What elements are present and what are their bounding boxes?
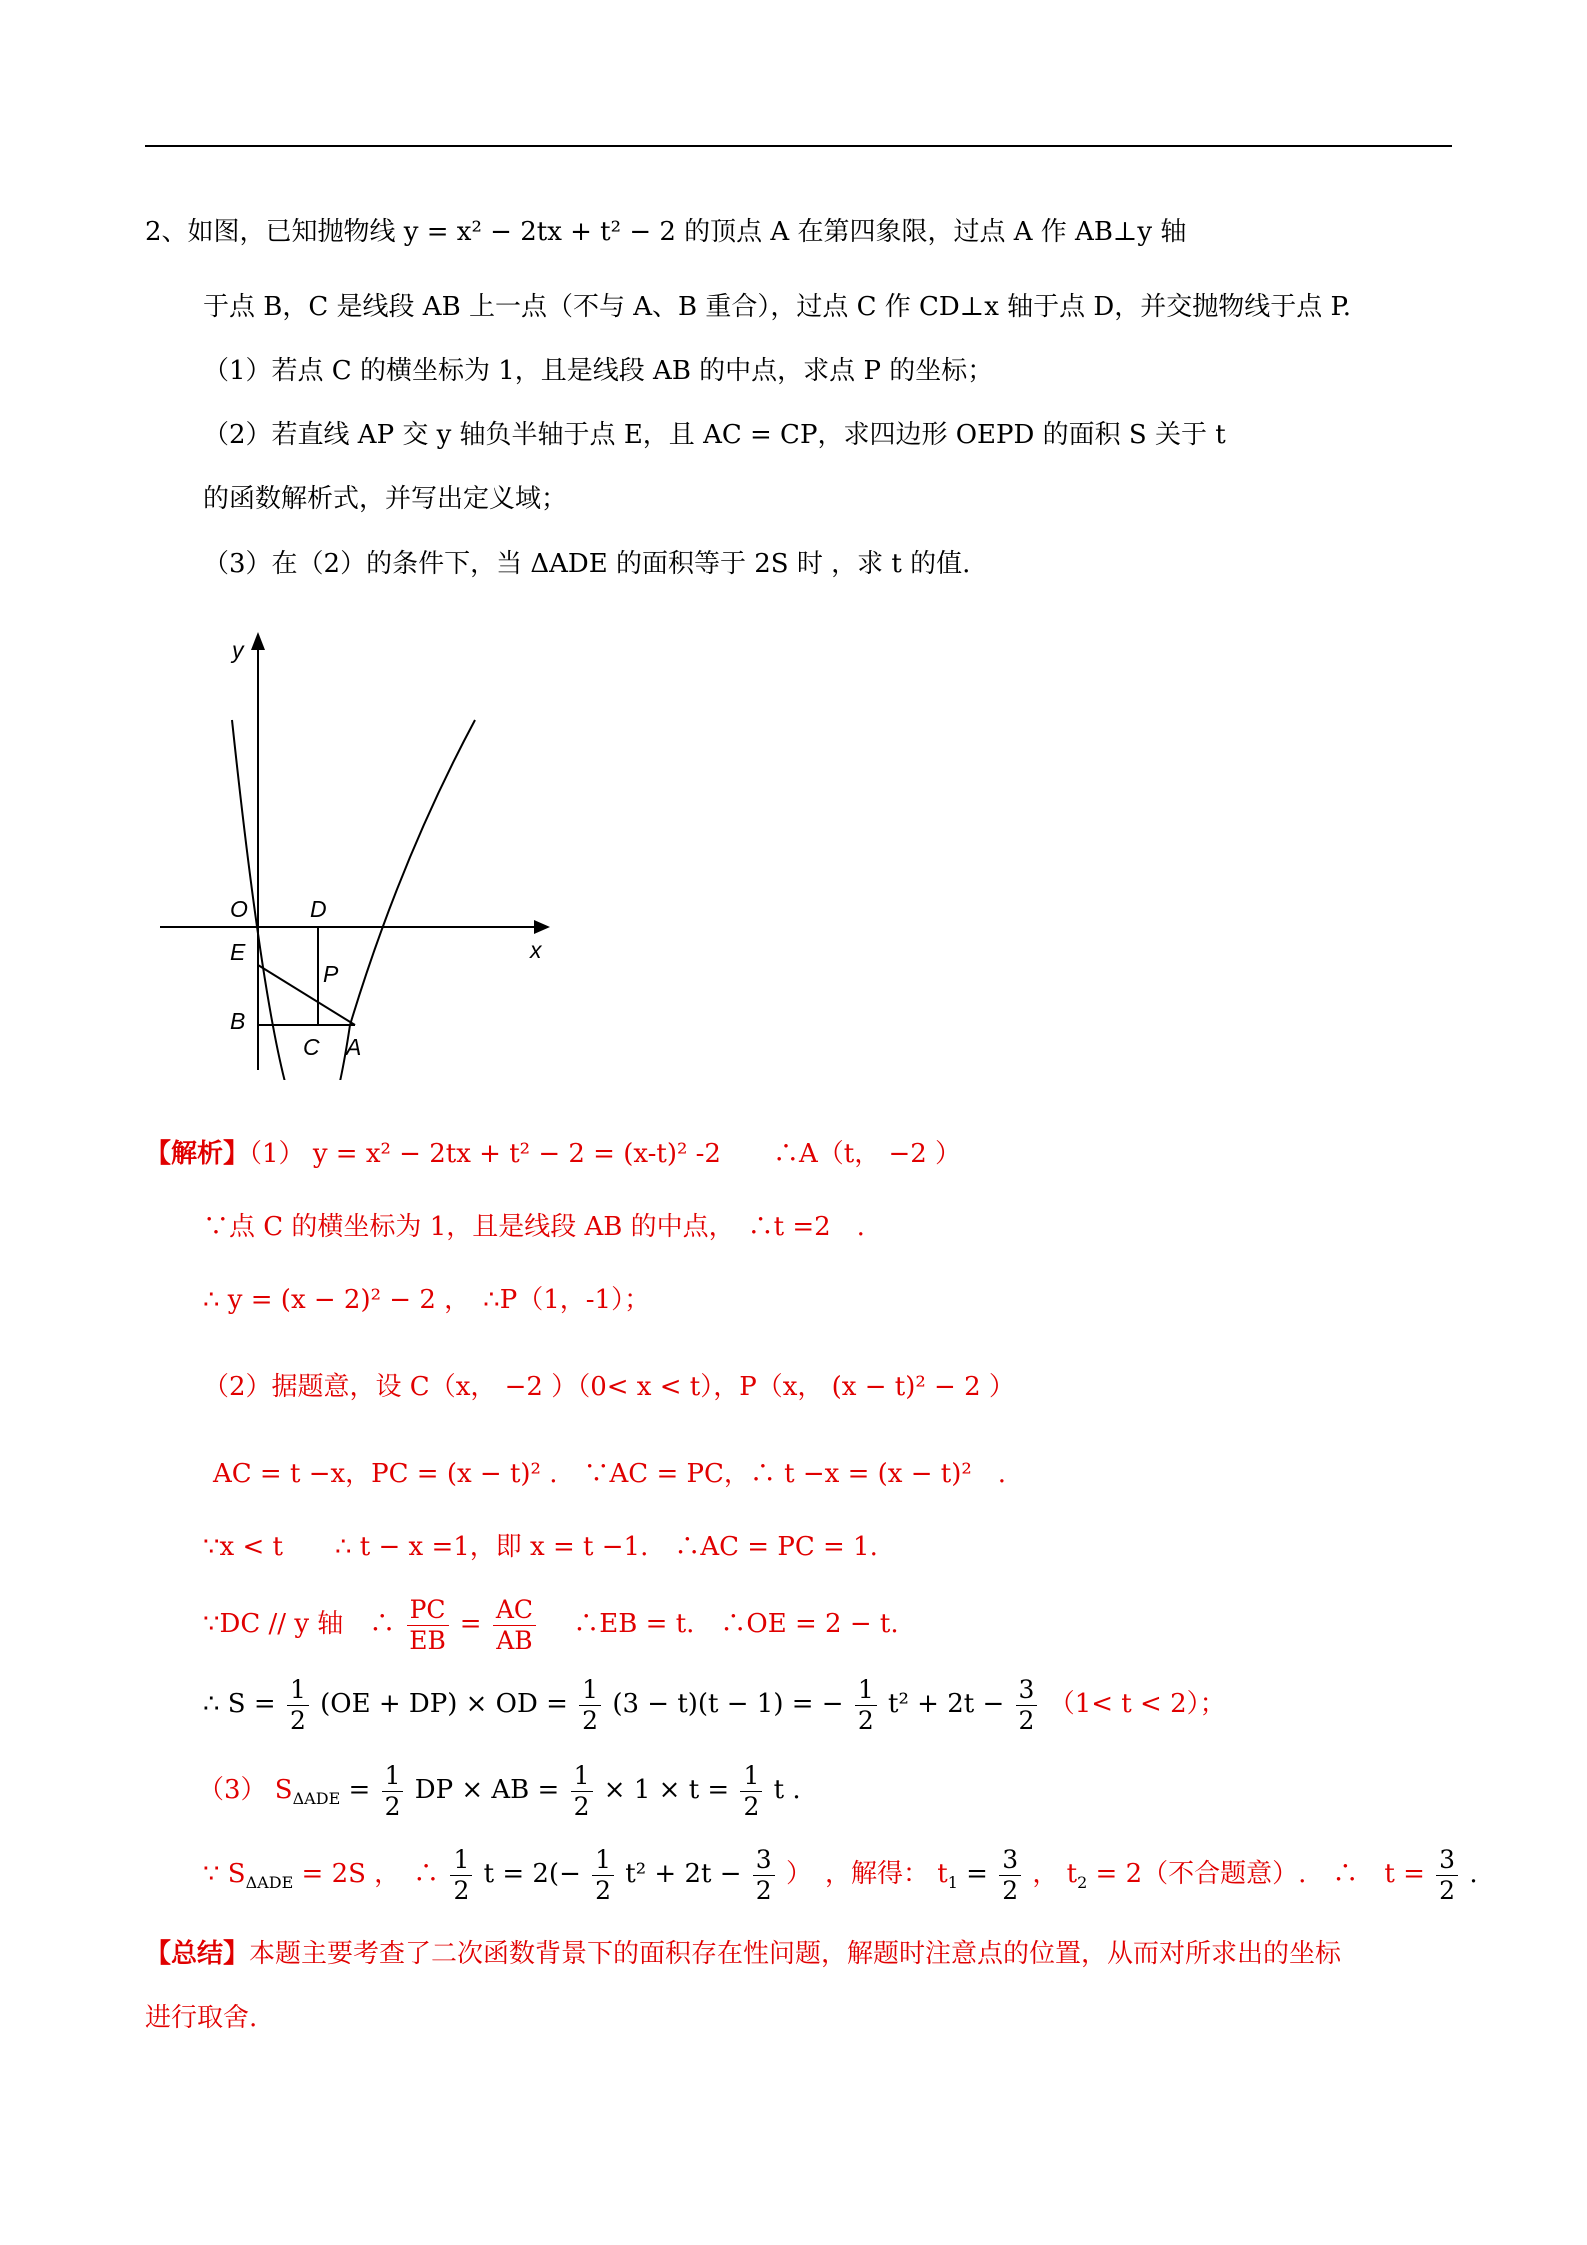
step8-c: (3 − t)(t − 1) = − bbox=[612, 1689, 844, 1719]
step9-c: DP × AB = bbox=[414, 1775, 560, 1805]
label-p: P bbox=[323, 961, 339, 987]
step9-b: = bbox=[348, 1775, 371, 1805]
step10-sub1: 1 bbox=[947, 1873, 958, 1893]
fraction-half bbox=[382, 1761, 404, 1822]
solution-step-6: ∵x < t ∴ t − x =1，即 x = t −1. ∴AC = PC = 1. bbox=[203, 1532, 878, 1562]
fraction-ac-ab bbox=[493, 1595, 536, 1656]
label-a: A bbox=[346, 1034, 362, 1060]
frac-den: 2 bbox=[755, 1875, 772, 1905]
step7-suffix: ∴EB = t. ∴OE = 2 − t. bbox=[547, 1609, 899, 1639]
problem-line-1: 2、如图，已知抛物线 y = x² − 2tx + t² − 2 的顶点 A 在第四象限，过点 A 作 AB⊥y 轴 bbox=[145, 217, 1187, 247]
label-e: E bbox=[230, 939, 246, 965]
step9-a: （3） S bbox=[198, 1775, 293, 1805]
step10-c: t = 2(− bbox=[483, 1859, 581, 1889]
solution-step-7 bbox=[203, 1592, 899, 1656]
step9-d: × 1 × t = bbox=[603, 1775, 730, 1805]
solution-line-1 bbox=[145, 1137, 961, 1171]
solution-step-4: （2）据题意，设 C（x， −2 ）（0< x < t），P（x， (x − t)² − 2 ） bbox=[203, 1372, 1015, 1402]
step10-sub: ΔADE bbox=[245, 1873, 294, 1893]
frac-num: 3 bbox=[753, 1845, 775, 1876]
frac-num: 1 bbox=[740, 1761, 762, 1792]
summary-tag: 【总结】 bbox=[145, 1939, 250, 1969]
solution-step-8 bbox=[203, 1672, 1226, 1736]
step10-f: = bbox=[966, 1859, 988, 1889]
label-b: B bbox=[230, 1008, 246, 1034]
fraction-three-half bbox=[1016, 1675, 1038, 1736]
frac-den: 2 bbox=[595, 1875, 612, 1905]
frac-num: 1 bbox=[855, 1675, 877, 1706]
frac-num: 1 bbox=[287, 1675, 309, 1706]
label-o: O bbox=[230, 896, 248, 922]
frac-num: 3 bbox=[1016, 1675, 1038, 1706]
summary-text-2: 进行取舍. bbox=[145, 2003, 258, 2033]
step10-sub2: 2 bbox=[1077, 1873, 1088, 1893]
solution-step-9 bbox=[198, 1758, 801, 1831]
step10-g: ， t bbox=[1032, 1859, 1078, 1889]
step7-prefix: ∵DC // y 轴 ∴ bbox=[203, 1609, 396, 1639]
frac-num: 1 bbox=[592, 1845, 614, 1876]
step9-sub: ΔADE bbox=[292, 1789, 341, 1809]
step10-d: t² + 2t − bbox=[625, 1859, 742, 1889]
step10-a: ∵ S bbox=[203, 1859, 246, 1889]
frac-den: EB bbox=[409, 1625, 446, 1655]
summary-line-1 bbox=[145, 1937, 1341, 1971]
fraction-half bbox=[571, 1761, 593, 1822]
step9-e: t . bbox=[773, 1775, 801, 1805]
step7-equals: = bbox=[459, 1609, 482, 1639]
solution-step-3: ∴ y = (x − 2)² − 2 ， ∴P（1，-1）； bbox=[203, 1285, 651, 1315]
label-y: y bbox=[232, 637, 244, 663]
solution-step-5: AC = t −x，PC = (x − t)² . ∵AC = PC，∴ t −x = (x − t)² . bbox=[213, 1459, 1007, 1489]
frac-den: 2 bbox=[289, 1705, 306, 1735]
frac-den: 2 bbox=[857, 1705, 874, 1735]
fraction-three-half bbox=[753, 1845, 775, 1906]
problem-line-6: （3）在（2）的条件下，当 ΔADE 的面积等于 2S 时 ，求 t 的值. bbox=[203, 549, 971, 579]
frac-den: 2 bbox=[573, 1791, 590, 1821]
fraction-half bbox=[855, 1675, 877, 1736]
label-x: x bbox=[530, 937, 542, 963]
frac-den: 2 bbox=[384, 1791, 401, 1821]
frac-num: 1 bbox=[450, 1845, 472, 1876]
fraction-half bbox=[287, 1675, 309, 1736]
step10-h: = 2（不合题意）. ∴ t = bbox=[1095, 1859, 1425, 1889]
step8-domain: （1< t < 2）； bbox=[1048, 1689, 1226, 1719]
step10-b: = 2S ， ∴ bbox=[301, 1859, 440, 1889]
solution-step-10 bbox=[203, 1842, 1478, 1915]
step8-b: (OE + DP) × OD = bbox=[320, 1689, 568, 1719]
frac-den: 2 bbox=[582, 1705, 599, 1735]
parabola-figure bbox=[150, 620, 570, 1080]
problem-line-2: 于点 B，C 是线段 AB 上一点（不与 A、B 重合），过点 C 作 CD⊥x 轴于点 D，并交抛物线于点 P. bbox=[203, 292, 1352, 322]
step8-a: ∴ S = bbox=[203, 1689, 276, 1719]
frac-den: 2 bbox=[453, 1875, 470, 1905]
step10-i: . bbox=[1469, 1859, 1478, 1889]
problem-line-4: （2）若直线 AP 交 y 轴负半轴于点 E，且 AC = CP，求四边形 OEPD 的面积 S 关于 t bbox=[203, 420, 1226, 450]
frac-num: 1 bbox=[579, 1675, 601, 1706]
frac-num: 3 bbox=[1436, 1845, 1458, 1876]
solution-tag: 【解析】 bbox=[145, 1139, 250, 1169]
frac-den: 2 bbox=[1002, 1875, 1019, 1905]
frac-num: 1 bbox=[571, 1761, 593, 1792]
fraction-three-half bbox=[1436, 1845, 1458, 1906]
frac-num: 1 bbox=[382, 1761, 404, 1792]
problem-line-3: （1）若点 C 的横坐标为 1，且是线段 AB 的中点，求点 P 的坐标； bbox=[203, 356, 994, 386]
frac-num: 3 bbox=[999, 1845, 1021, 1876]
step10-e: ） ，解得： t bbox=[785, 1859, 948, 1889]
solution-step-1: （1） y = x² − 2tx + t² − 2 = (x-t)² -2 ∴A（t， −2 ） bbox=[249, 1139, 962, 1169]
fraction-half bbox=[592, 1845, 614, 1906]
header-rule bbox=[145, 145, 1452, 147]
frac-den: 2 bbox=[743, 1791, 760, 1821]
solution-step-2: ∵点 C 的横坐标为 1，且是线段 AB 的中点， ∴t =2 . bbox=[203, 1212, 865, 1242]
frac-den: 2 bbox=[1018, 1705, 1035, 1735]
summary-text-1: 本题主要考查了二次函数背景下的面积存在性问题，解题时注意点的位置，从而对所求出的坐标 bbox=[249, 1939, 1342, 1969]
y-axis-arrow bbox=[251, 632, 265, 650]
problem-line-5: 的函数解析式，并写出定义域； bbox=[203, 484, 568, 514]
x-axis-arrow bbox=[534, 920, 550, 934]
frac-num: PC bbox=[407, 1595, 449, 1626]
frac-den: AB bbox=[496, 1625, 533, 1655]
frac-num: AC bbox=[493, 1595, 536, 1626]
fraction-half bbox=[450, 1845, 472, 1906]
step8-d: t² + 2t − bbox=[888, 1689, 1005, 1719]
label-c: C bbox=[303, 1034, 320, 1060]
label-d: D bbox=[310, 896, 327, 922]
line-ea bbox=[258, 965, 355, 1025]
fraction-pc-eb bbox=[407, 1595, 449, 1656]
fraction-half bbox=[740, 1761, 762, 1822]
fraction-half bbox=[579, 1675, 601, 1736]
fraction-three-half bbox=[999, 1845, 1021, 1906]
frac-den: 2 bbox=[1439, 1875, 1456, 1905]
